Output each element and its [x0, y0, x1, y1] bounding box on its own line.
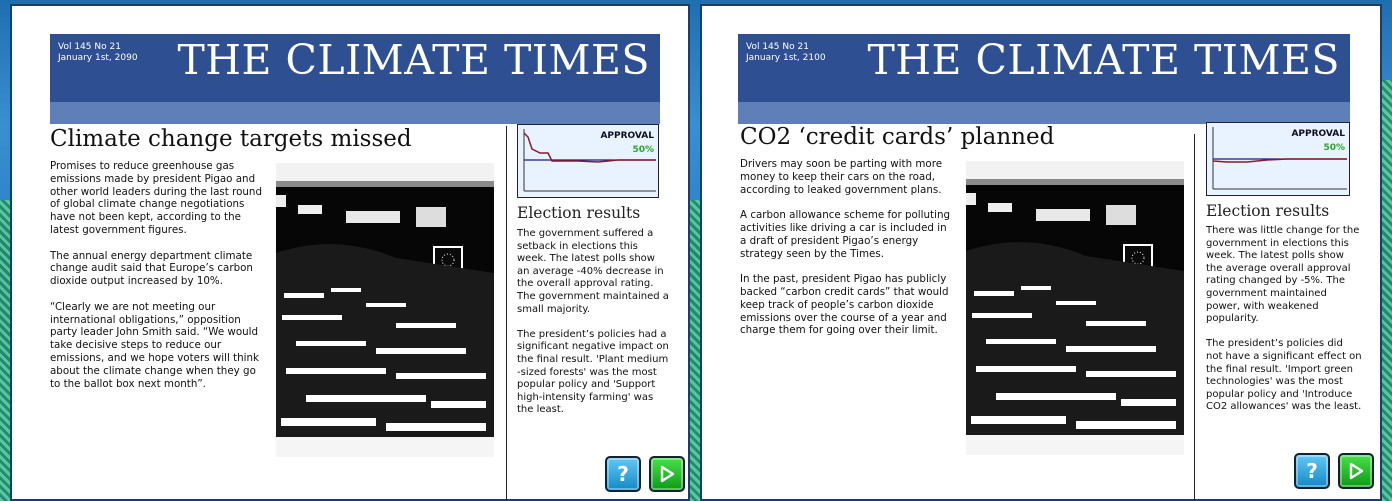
election-results-text [1206, 225, 1362, 427]
play-arrow-icon [657, 464, 677, 484]
backdrop-edge-right [1382, 80, 1392, 501]
headline: Climate change targets missed [50, 126, 412, 152]
newspaper-title: THE CLIMATE TIMES [867, 36, 1340, 84]
article-paragraph: In the past, president Pigao has publicly backed “carbon credit cards” that would keep track of people’s carbon dioxide emissions over the course of a year and charge them for going over their limit. [740, 273, 949, 337]
volume-number: Vol 145 No 21 [746, 42, 809, 52]
election-results-title: Election results [1206, 202, 1330, 220]
article-paragraph: Promises to reduce greenhouse gas emissions made by president Pigao and other world leaders during the last round of global climate change negotiations have not been kept, according to the latest government figures. [50, 160, 262, 236]
issue-info [58, 42, 138, 64]
parliament-photo [276, 163, 494, 457]
article-body [50, 160, 262, 403]
election-paragraph: The president’s policies had a significant negative impact on the final result. 'Plant medium -sized forests' was the most popular policy and 'Support high-intensity farming' was the least. [517, 328, 669, 416]
approval-chart [517, 124, 659, 198]
article-body [740, 158, 956, 350]
approval-label: APPROVAL [600, 131, 654, 141]
issue-date: January 1st, 2100 [746, 53, 826, 63]
election-results-title: Election results [517, 204, 641, 222]
approval-label: APPROVAL [1291, 129, 1345, 139]
backdrop-edge-mid [690, 200, 700, 501]
article-paragraph: A carbon allowance scheme for polluting activities like driving a car is included in a draft of president Pigao’s energy strategy seen by the Times. [740, 209, 951, 260]
article-paragraph: The annual energy department climate change audit said that Europe’s carbon dioxide output increased by 10%. [50, 249, 253, 288]
headline: CO2 ‘credit cards’ planned [740, 124, 1055, 150]
newspaper-page-1 [10, 4, 690, 501]
issue-date: January 1st, 2090 [58, 53, 138, 63]
masthead-band [50, 102, 660, 124]
play-arrow-icon [1346, 461, 1366, 481]
question-mark-icon: ? [1306, 459, 1318, 483]
help-button[interactable] [605, 456, 641, 492]
issue-info [746, 42, 826, 64]
volume-number: Vol 145 No 21 [58, 42, 121, 52]
column-divider [1194, 134, 1195, 501]
approval-value: 50% [632, 145, 654, 155]
newspaper-title: THE CLIMATE TIMES [177, 36, 650, 84]
election-paragraph: The government suffered a setback in elections this week. The latest polls show an average -40% decrease in the overall approval rating. The government maintained a small majority. [517, 228, 669, 315]
parliament-photo [966, 161, 1184, 455]
approval-value: 50% [1323, 143, 1345, 153]
masthead [50, 34, 660, 124]
masthead-band [738, 102, 1350, 124]
help-button[interactable] [1294, 453, 1330, 489]
election-paragraph: The president’s policies did not have a significant effect on the final result. 'Import green technologies' was the most popular policy and 'Introduce CO2 allowances' was the least. [1206, 338, 1362, 413]
next-button[interactable] [649, 456, 685, 492]
next-button[interactable] [1338, 453, 1374, 489]
question-mark-icon: ? [617, 462, 629, 486]
newspaper-page-2 [700, 4, 1382, 501]
article-paragraph: “Clearly we are not meeting our international obligations,” opposition party leader John Smith said. “We would take decisive steps to reduce our emissions, and we hope voters will think about the climate change when they go to the ballot box next month”. [50, 300, 260, 390]
article-paragraph: Drivers may soon be parting with more money to keep their cars on the road, according to leaked government plans. [740, 158, 943, 196]
election-results-text [517, 228, 669, 430]
masthead [738, 34, 1350, 124]
election-paragraph: There was little change for the government in elections this week. The latest polls show the average overall approval rating changed by -5%. The government maintained power, with weakened popularity. [1206, 225, 1360, 325]
column-divider [506, 126, 507, 501]
approval-chart [1206, 122, 1350, 196]
backdrop-edge-left [0, 200, 10, 501]
